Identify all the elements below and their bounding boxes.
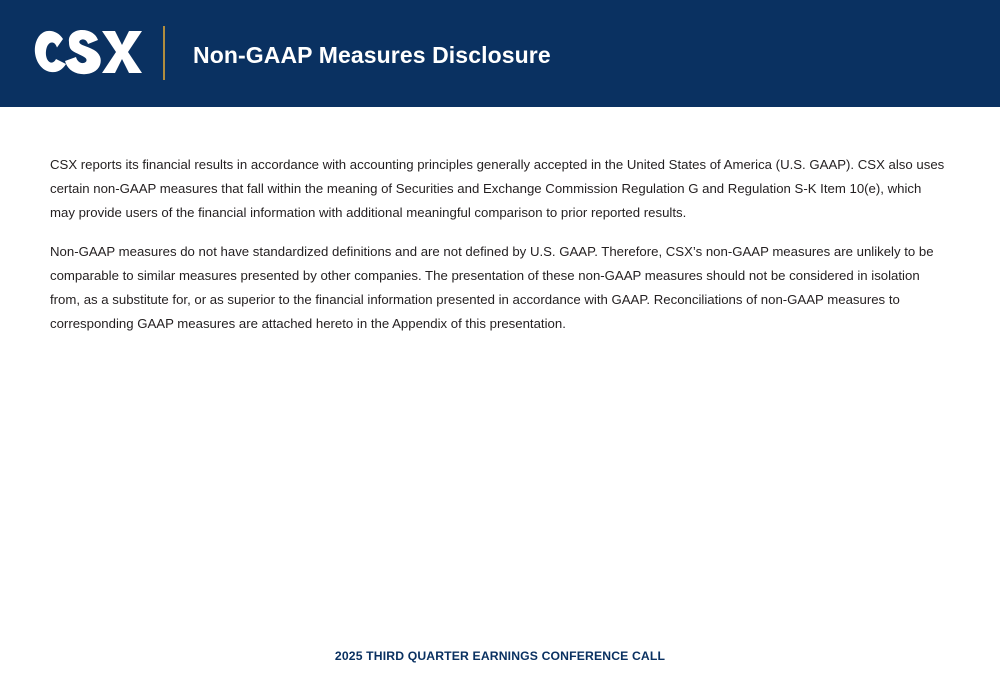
slide-footer: 2025 THIRD QUARTER EARNINGS CONFERENCE CALL	[334, 649, 666, 663]
slide-body	[0, 107, 1000, 685]
slide-header	[0, 0, 1000, 107]
csx-logo	[32, 26, 142, 78]
disclosure-paragraph-1: CSX reports its financial results in accordance with accounting principles generally accepted in the United States of America (U.S. GAAP). CSX also uses certain non-GAAP measures that fall within the meaning of Securities and Exchange Commission Regulation G and Regulation S-K Item 10(e), which may provide users of the financial information with additional meaningful comparison to prior reported results.	[50, 157, 945, 220]
disclosure-paragraph-2: Non-GAAP measures do not have standardized definitions and are not defined by U.S. GAAP. Therefore, CSX’s non-GAAP measures are unlikely to be comparable to similar measures presented by other companies. The presentation of these non-GAAP measures should not be considered in isolation from, as a substitute for, or as superior to the financial information presented in accordance with GAAP. Reconciliations of non-GAAP measures to corresponding GAAP measures are attached hereto in the Appendix of this presentation.	[50, 244, 934, 331]
header-divider	[163, 26, 165, 80]
page-title: Non-GAAP Measures Disclosure	[193, 42, 551, 68]
